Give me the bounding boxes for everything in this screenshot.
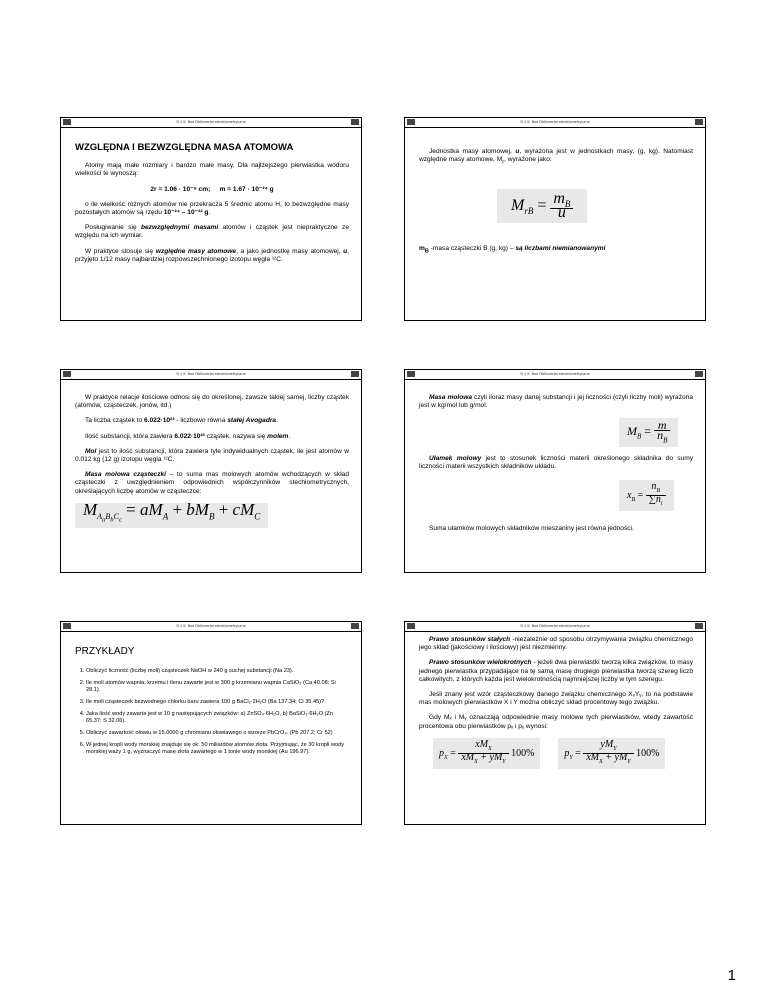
paragraph: Suma ułamków molowych składników mieszaniny jest równa jedności. [429,525,634,533]
paragraph: W praktyce stosuje się względne masy atomowe, a jako jednostkę masy atomowej, u, przyjęto 1/12 masy najbardziej rozpowszechnionego izotopu węgla ¹²C. [75,247,350,263]
paragraph: Ta liczba cząstek to 6.022·10²³ - liczbowo równa stałej Avogadra. [85,417,278,425]
slide-header [405,118,705,128]
sizes-line: 2r = 1.06 · 10⁻⁸ cm; m = 1.67 · 10⁻²⁴ g [150,185,274,193]
slide-title: PRZYKŁADY [75,646,135,657]
paragraph: Prawo stosunków wielokrotnych - jeżeli dwa pierwiastki tworzą kilka związków, to masy jednego pierwiastka przypadające na tę samą masę drugiego pierwiastka tworzą szereg liczb całkowitych, z których każda jest wielokrotnością najmniejszej liczby w tym szeregu. [419,659,693,683]
header-text: S.1 II. Bat Obliczenia stechiometryczne [520,371,590,376]
examples-list [75,668,349,756]
list-item: 2. Ile moli atomów wapnia, krzemu i tlenu zawarte jest w 300 g krzemianu wapnia CaSiO₃ (Ca 40.08; Si 28.1). [86,680,349,694]
paragraph: Jeśli znany jest wzór cząsteczkowy danego związku chemicznego XₓYᵧ, to na podstawie mas molowych pierwiastków X i Y można obliczyć skład procentowy tego związku. [419,691,693,707]
paragraph: Mol jest to ilość substancji, która zawiera tyle indywidualnych cząstek, ile jest atomów w 0.012 kg (12 g) izotopu węgla ¹²C. [75,447,349,464]
slide-header [61,622,361,632]
paragraph: Prawo stosunków stałych -niezależnie od sposobu otrzymywania związku chemicznego jego skład (jakościowy i ilościowy) jest niezmienny. [419,636,693,652]
header-text: S.1 II. Bat Obliczenia stechiometryczne [520,119,590,124]
paragraph: Posługiwanie się bezwzględnymi masami atomów i cząstek jest niepraktyczne ze względu na ich wymiar. [75,224,349,240]
formula-percent-x: $p_X$ = $\frac{xM_X}{xM_X + yM_Y}$ 100% [433,738,540,769]
header-text: S.1 II. Bat Obliczenia stechiometryczne [520,623,590,628]
paragraph: Atomy mają małe rozmiary i bardzo małe masy. Dla najlżejszego pierwiastka wodoru wielkości te wynoszą: [75,162,349,178]
logo-icon [695,623,703,629]
list-item: 4. Jaka ilość wody zawarta jest w 10 g następujących związków: a) ZnSO₄·6H₂O, b) BaSiO₃·6H₂O (Zn 65.37; S 32.06). [86,711,349,725]
formula-mole-fraction: $x_B$ = $\frac{n_B}{\sum n_i}$ [619,480,674,511]
logo-icon [351,623,359,629]
list-item: 6. W jednej kropli wody morskiej znajduje się ok. 50 miliardów atomów złota. Przyjmując, że 30 kropli wody morskiej waży 1 g, wyznaczyć masę złota zawartego w 1 tonie wody morskiej (Au 196.97). [86,742,349,756]
header-text: S.1 II. Bat Obliczenia stechiometryczne [176,371,246,376]
slide-header [405,622,705,632]
formula-relative-mass: $M_{rB}$ = $\frac{m_B}{u}$ [497,189,587,224]
list-item: 1. Obliczyć liczność (liczbę moli) cząsteczek NaOH w 240 g suchej substancji (Na 23). [86,668,349,675]
page-number: 1 [727,967,736,984]
slide-title: WZGLĘDNA I BEZWZGLĘDNA MASA ATOMOWA [75,142,294,153]
paragraph: Masa molowa cząsteczki – to suma mas molowych atomów wchodzących w skład cząsteczki z uwzględnieniem odpowiednich współczynników stechiometrycznych, określających liczbę atomów w cząsteczce: [75,471,349,495]
paragraph: o ile wielkość różnych atomów nie przekracza 5 średnic atomu H, to bezwzględne masy pozostałych atomów są rzędu 10⁻²⁴ – 10⁻²² g. [75,200,349,217]
formula-molar-mass-ratio: $M_B$ = $\frac{m}{n_B}$ [619,418,678,447]
header-text: S.1 II. Bat Obliczenia stechiometryczne [176,119,246,124]
slide-3 [60,369,362,573]
paragraph: Ilość substancji, która zawiera 6.022·10²³ cząstek, nazywa się molem. [85,432,291,440]
paragraph: Ułamek molowy jest to stosunek liczności materii określonego składnika do sumy liczności materii wszystkich składników układu. [419,455,694,471]
list-item: 3. Ile moli cząsteczek bezwodnego chlorku baru zawiera 100 g BaCl₂·2H₂O (Ba 137.34; Cl 35.45)? [86,699,349,706]
slide-header [405,370,705,380]
paragraph: Jednostka masy atomowej, u, wyrażona jest w jednostkach masy, (g, kg). Natomiast względne masy atomowe, $M_r$, wyrażone jako: [419,148,693,166]
formula-molar-mass: $M_{A_aB_bC_c} = aM_A + bM_B + cM_C$ [75,503,268,528]
slide-header [61,370,361,380]
slide-header [61,118,361,128]
logo-icon [695,371,703,377]
logo-icon [695,119,703,125]
paragraph: W praktyce relacje ilościowe odnosi się do określonej, zawsze takiej samej, liczby cząstek (atomów, cząsteczek, jonów, itd.) [75,394,349,410]
note: $m_B$ -masa cząsteczki B (g, kg) – są liczbami niemianowanymi [419,245,606,255]
logo-icon [351,119,359,125]
list-item: 5. Obliczyć zawartość ołowiu w 15.0000 g chromianu ołowiawego o wzorze PbCrO₄. (Pb 207.2; Cr 52) [86,730,349,737]
header-text: S.1 II. Bat Obliczenia stechiometryczne [176,623,246,628]
slide-5 [60,621,362,825]
slide-2 [404,117,706,321]
slide-4 [404,369,706,573]
slide-1 [60,117,362,321]
paragraph: Masa molowa czyli iloraz masy danej substancji i jej liczności (czyli liczby moli) wyrażona jest w kg/mol lub g/mol. [419,394,693,410]
logo-icon [351,371,359,377]
formula-percent-y: $p_Y$ = $\frac{yM_Y}{xM_X + yM_Y}$ 100% [558,738,665,769]
paragraph: Gdy Mₓ i Mᵧ oznaczają odpowiednie masy molowe tych pierwiastków, wtedy zawartość procentowa obu pierwiastków pₓ i pᵧ wynosi: [419,714,693,730]
slide-6 [404,621,706,825]
